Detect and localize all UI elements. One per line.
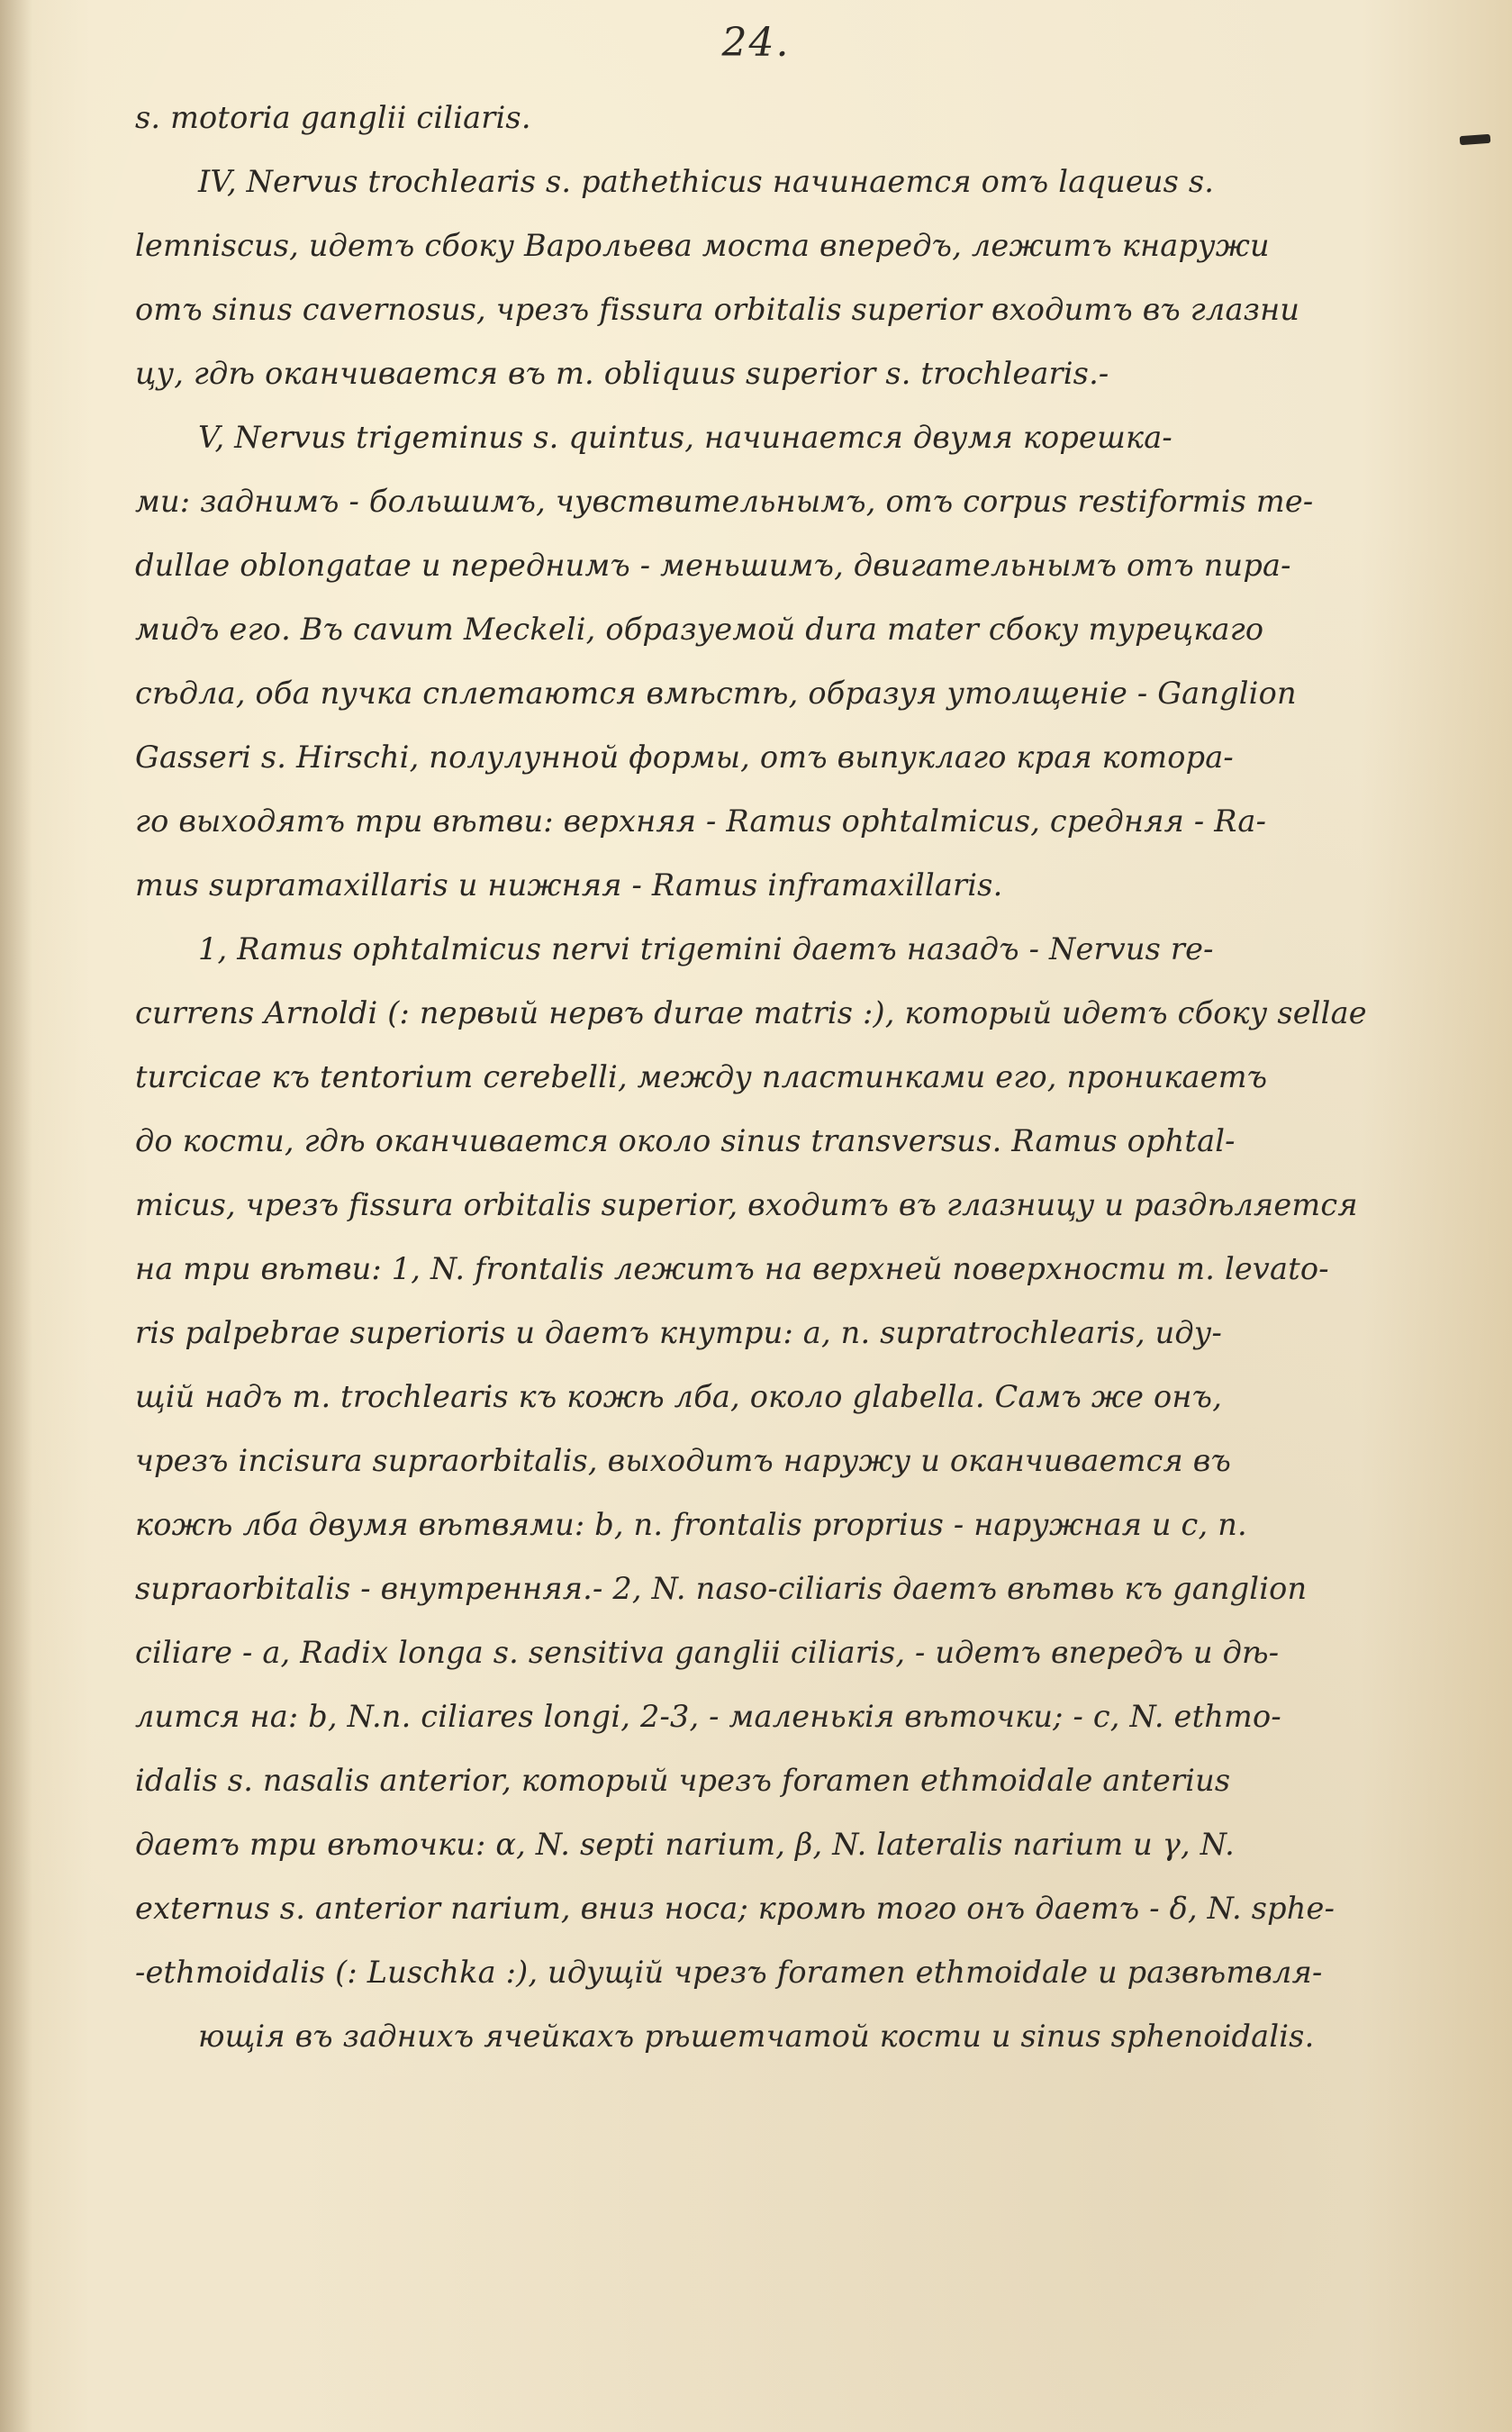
text-line: го выходятъ три вѣтви: верхняя - Ramus ophtalmicus, средняя - Ra-	[135, 803, 1267, 839]
text-line: чрезъ incisura supraorbitalis, выходитъ наружу и оканчивается въ	[135, 1443, 1232, 1478]
text-line: даетъ три вѣточки: α, N. septi narium, β, N. lateralis narium и γ, N.	[135, 1827, 1235, 1862]
text-line: Gasseri s. Hirschi, полулунной формы, отъ выпуклаго края котора-	[135, 740, 1234, 775]
text-line: idalis s. nasalis anterior, который чрезъ foramen ethmoidale anterius	[135, 1763, 1231, 1798]
text-line: ми: заднимъ - большимъ, чувствительнымъ, отъ corpus restiformis me-	[135, 484, 1314, 519]
manuscript-text	[135, 86, 1486, 2068]
text-line: ris palpebrae superioris и даетъ кнутри: a, n. supratrochlearis, иду-	[135, 1315, 1223, 1350]
text-line: лится на: b, N.n. ciliares longi, 2-3, - маленькія вѣточки; - c, N. ethmo-	[135, 1699, 1281, 1734]
text-line: сѣдла, оба пучка сплетаются вмѣстѣ, образуя утолщеніе - Ganglion	[135, 676, 1297, 711]
text-line: turcicae къ tentorium cerebelli, между пластинками его, проникаетъ	[135, 1059, 1268, 1094]
text-line: currens Arnoldi (: первый нервъ durae matris :), который идетъ сбоку sellae	[135, 995, 1367, 1030]
text-line: щій надъ m. trochlearis къ кожѣ лба, около glabella. Самъ же онъ,	[135, 1379, 1223, 1414]
page-edge-shadow	[0, 0, 32, 2432]
text-line: dullae oblongatae и переднимъ - меньшимъ, двигательнымъ отъ пира-	[135, 548, 1291, 583]
text-line: mus supramaxillaris и нижняя - Ramus inframaxillaris.	[135, 867, 1003, 903]
text-line: ciliare - a, Radix longa s. sensitiva ganglii ciliaris, - идетъ впередъ и дѣ-	[135, 1635, 1280, 1670]
page-number: 24.	[721, 20, 791, 66]
text-line: кожѣ лба двумя вѣтвями: b, n. frontalis proprius - наружная и c, n.	[135, 1507, 1247, 1542]
text-line: ющія въ заднихъ ячейкахъ рѣшетчатой кости и sinus sphenoidalis.	[198, 2019, 1315, 2054]
text-line: lemniscus, идетъ сбоку Варольева моста впередъ, лежитъ кнаружи	[135, 228, 1270, 263]
text-line: цу, гдѣ оканчивается въ m. obliquus superior s. trochlearis.-	[135, 356, 1109, 391]
text-line: micus, чрезъ fissura orbitalis superior, входитъ въ глазницу и раздѣляется	[135, 1187, 1358, 1222]
text-line: V, Nervus trigeminus s. quintus, начинается двумя корешка-	[198, 420, 1172, 455]
text-line: на три вѣтви: 1, N. frontalis лежитъ на верхней поверхности m. levato-	[135, 1251, 1329, 1286]
text-line: supraorbitalis - внутренняя.- 2, N. naso-ciliaris даетъ вѣтвь къ ganglion	[135, 1571, 1308, 1606]
text-line: -ethmoidalis (: Luschka :), идущій чрезъ foramen ethmoidale и развѣтвля-	[135, 1955, 1323, 1990]
text-line: s. motoria ganglii ciliaris.	[135, 100, 531, 135]
text-line: отъ sinus cavernosus, чрезъ fissura orbitalis superior входитъ въ глазни	[135, 292, 1300, 327]
text-line: 1, Ramus ophtalmicus nervi trigemini даетъ назадъ - Nervus re-	[198, 931, 1214, 966]
text-line: externus s. anterior narium, вниз носа; кромѣ того онъ даетъ - δ, N. sphe-	[135, 1891, 1335, 1926]
text-line: мидъ его. Въ cavum Meckeli, образуемой dura mater сбоку турецкаго	[135, 612, 1264, 647]
text-line: IV, Nervus trochlearis s. pathethicus начинается отъ laqueus s.	[198, 164, 1215, 199]
text-line: до кости, гдѣ оканчивается около sinus transversus. Ramus ophtal-	[135, 1123, 1236, 1158]
